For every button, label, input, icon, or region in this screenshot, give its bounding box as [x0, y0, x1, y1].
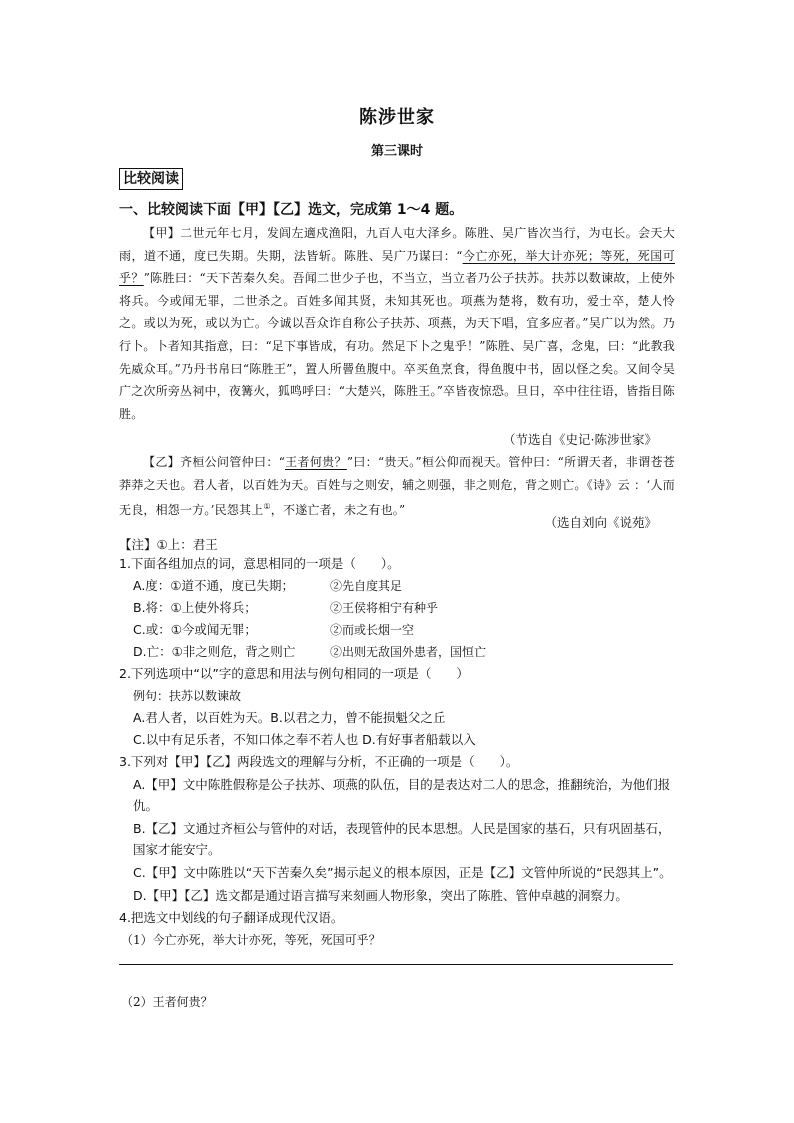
question-2-example: 例句：扶苏以数谏故 — [133, 689, 242, 703]
passage-jia-post: ”陈胜曰：“天下苦秦久矣。吾闻二世少子也，不当立，当立者乃公子扶苏。扶苏以数谏故，上使外将兵。今或闻无罪，二世杀之。百姓多闻其贤，未知其死也。项燕为楚将，数有功，爱士卒，楚人怜之。或以为死，或以为亡。今诚以吾众诈自称公子扶苏、项燕，为天下唱，宜多应者。”吴广以为然。乃行卜。卜者知其指意，曰：“足下事皆成，有功。然足下卜之鬼乎！”陈胜、吴广喜，念鬼，曰：“此教我先威众耳。”乃丹书帛曰“陈胜王”，置人所罾鱼腹中。卒买鱼烹食，得鱼腹中书，固以怪之矣。又间令吴广之次所旁丛祠中，夜篝火，狐鸣呼曰：“大楚兴，陈胜王。”卒皆夜惊恐。旦日，卒中往往语，皆指目陈胜。 — [119, 271, 676, 421]
note-marker: ① — [263, 502, 271, 512]
question-3-stem: 3.下列对【甲】【乙】两段选文的理解与分析，不正确的一项是（ ）。 — [119, 754, 519, 769]
passage-jia-underlined: 今亡亦死，举大计亦死；等死，死国可乎？ — [119, 248, 675, 286]
question-2-options-line-1: A.君人者，以百姓为天。B.以君之力，曾不能损魁父之丘 — [133, 710, 446, 725]
question-1-option-d: D.亡：①非之则危，背之则亡 ②出则无敌国外患者，国恒亡 — [133, 644, 487, 659]
question-3-option-c: C.【甲】文中陈胜以“天下苦秦久矣”揭示起义的根本原因，正是【乙】文管仲所说的“民怨其上”。 — [133, 865, 672, 880]
question-3-option-a: A.【甲】文中陈胜假称是公子扶苏、项燕的队伍，目的是表达对二人的思念，推翻统治，为他们报仇。 — [133, 777, 671, 813]
question-4-sub-1: （1）今亡亦死，举大计亦死，等死，死国可乎？ — [121, 933, 381, 947]
question-1-stem: 1.下面各组加点的词，意思相同的一项是（ ）。 — [119, 556, 400, 571]
passage-yi-end: ，不遂亡者，未之有也。” — [270, 503, 406, 518]
answer-line — [119, 964, 673, 965]
question-1-option-b: B.将：①上使外将兵； ②王侯将相宁有种乎 — [133, 600, 439, 615]
question-2-stem: 2.下列选项中“以”字的意思和用法与例句相同的一项是（ ） — [119, 666, 469, 681]
page-title: 陈涉世家 — [359, 107, 435, 128]
question-1-option-a: A.度：①道不通，度已失期； ②先自度其足 — [133, 578, 403, 593]
passage-jia — [119, 222, 675, 425]
source-jia: （节选自《史记·陈涉世家》 — [503, 432, 657, 447]
question-3-option-d: D.【甲】【乙】选文都是通过语言描写来刻画人物形象，突出了陈胜、管仲卓越的洞察力。 — [133, 888, 628, 903]
page-subtitle: 第三课时 — [370, 144, 423, 159]
question-3-option-b: B.【乙】文通过齐桓公与管仲的对话，表现管仲的民本思想。人民是国家的基石，只有巩固基石，国家才能安宁。 — [133, 821, 671, 857]
question-2-options-line-2: C.以中有足乐者，不知口体之奉不若人也 D.有好事者船载以入 — [133, 732, 476, 747]
passage-yi-post: ”曰：“贵天。”桓公仰而视天。管仲曰：“所谓天者，非谓苍苍莽莽之天也。君人者，以百姓为天。百姓与之则安，辅之则强，非之则危，背之则亡。《诗》云 ：‘人而无良，相怨一方。’民怨其上 — [119, 455, 675, 518]
passage-yi — [119, 451, 675, 522]
footnote: 【注】①上：君王 — [119, 537, 218, 552]
passage-yi-underlined: 王者何贵？ — [285, 455, 347, 469]
question-4-stem: 4.把选文中划线的句子翻译成现代汉语。 — [119, 910, 344, 925]
source-yi: （选自刘向《说苑》 — [544, 515, 657, 530]
question-4-sub-2: （2）王者何贵？ — [121, 995, 213, 1009]
question-heading: 一、比较阅读下面【甲】【乙】选文，完成第 1～4 题。 — [119, 202, 464, 218]
passage-yi-pre: 【乙】齐桓公问管仲曰：“ — [143, 455, 286, 469]
section-label: 比较阅读 — [119, 168, 183, 190]
passage-jia-pre: 【甲】二世元年七月，发闾左適戍渔阳，九百人屯大泽乡。陈胜、吴广皆次当行，为屯长。会天大雨，道不通，度已失期。失期，法皆斩。陈胜、吴广乃谋曰：“ — [119, 226, 675, 263]
question-1-option-c: C.或：①今或闻无罪； ②而或长烟一空 — [133, 622, 415, 637]
